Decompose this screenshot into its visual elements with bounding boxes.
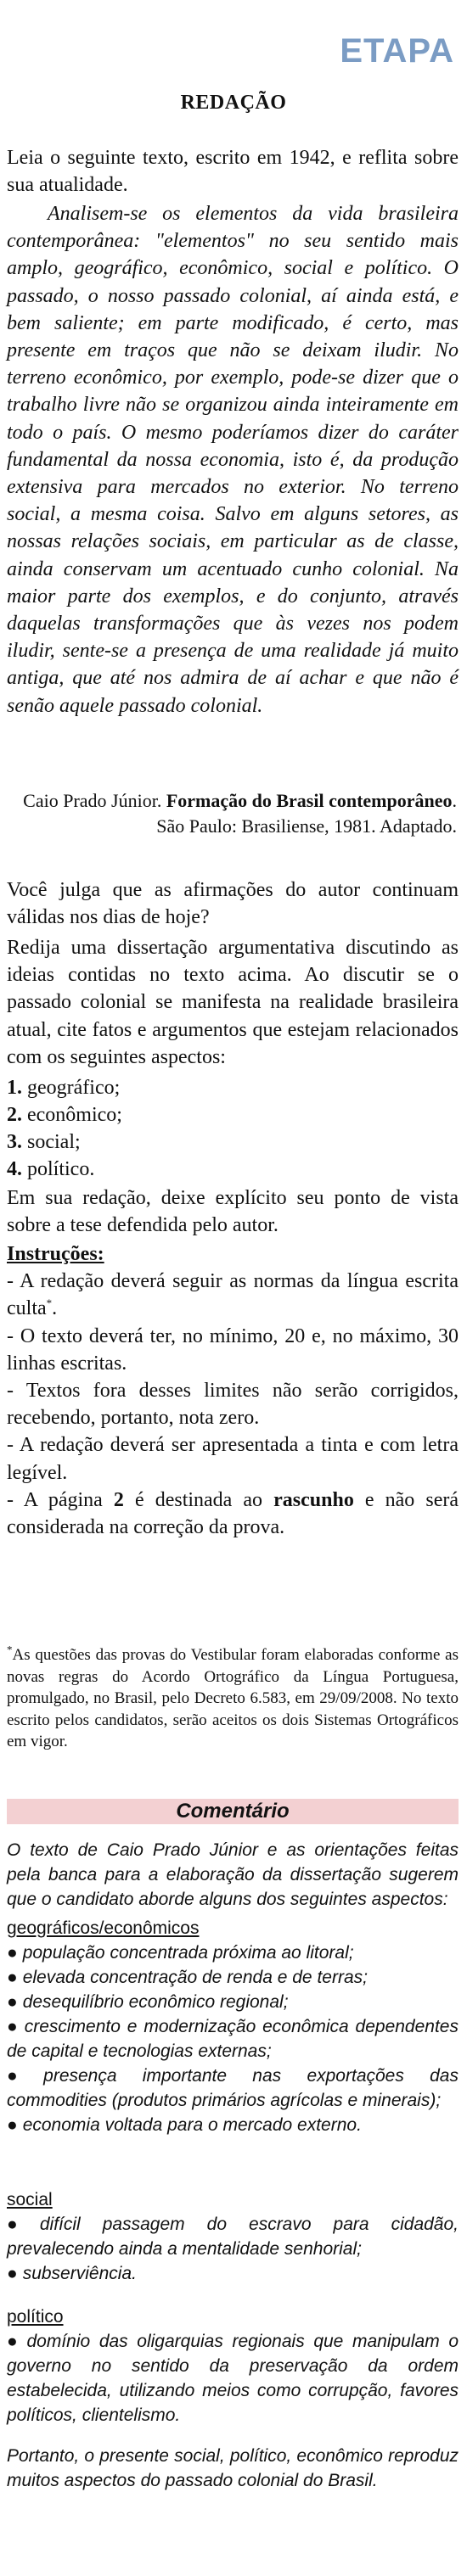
citation [7,788,457,839]
citation-rest: . São Paulo: Brasiliense, 1981. Adaptado. [156,790,457,837]
task-paragraph: Redija uma dissertação argumentativa discutindo as ideias contidas no texto acima. Ao discutir se o passado colonial se manifesta na realidade brasileira atual, cite fatos e argumentos que estejam relacionados com os seguintes aspectos: [7,937,459,1068]
instruction-item: - A redação deverá seguir as normas da língua escrita culta*. [7,1270,459,1320]
quote-text: Analisem-se os elementos da vida brasileira contemporânea: "elementos" no seu sentido mais amplo, geográfico, econômico, social e político. O passado, o nosso passado colonial, aí ainda está, e bem saliente; em parte modificado, é certo, mas presente em traços que não se deixam iludir. No terreno econômico, por exemplo, pode-se dizer que o trabalho livre não se organizou ainda inteiramente em todo o país. O mesmo poderíamos dizer do caráter fundamental da nossa economia, isto é, da produção extensiva para mercados no exterior. No terreno social, a mesma coisa. Salvo em alguns setores, as nossas relações sociais, em particular as de classe, ainda conservam um acentuado cunho colonial. Na maior parte dos exemplos, e do conjunto, através daquelas transformações que às vezes nos podem iludir, sente-se a presença de uma realidade já muito antiga, que até nos admira de aí achar e que não é senão aquele passado colonial. [7,203,459,717]
aspect-item: 1. geográfico; [7,1077,121,1099]
aspect-item: 3. social; [7,1131,81,1153]
instructions-title: Instruções: [7,1243,104,1265]
list-item: ● difícil passagem do escravo para cidadão, prevalecendo ainda a mentalidade senhorial; [7,2215,459,2259]
comentario-conclusion: Portanto, o presente social, político, econômico reproduz muitos aspectos do passado colonial do Brasil. [7,2446,459,2490]
bullet-icon: ● [7,2017,20,2036]
bullet-icon: ● [7,2215,35,2234]
section-heading: geográficos/econômicos [7,1918,200,1938]
instruction-item: - O texto deverá ter, no mínimo, 20 e, no máximo, 30 linhas escritas. [7,1324,459,1375]
instruction-item: - Textos fora desses limites não serão corrigidos, recebendo, portanto, nota zero. [7,1380,459,1430]
instructions [7,1240,459,1541]
footnote: *As questões das provas do Vestibular foram elaboradas conforme as novas regras do Acordo Ortográfico da Língua Portuguesa, promulgado, no Brasil, pelo Decreto 6.583, em 29/09/2008. No texto escrito pelos candidatos, serão aceitos os dois Sistemas Ortográficos em vigor. [7,1643,459,1750]
aspect-item: 2. econômico; [7,1104,122,1126]
intro-paragraph: Leia o seguinte texto, escrito em 1942, e reflita sobre sua atualidade. [7,147,459,197]
bullet-icon: ● [7,2332,22,2351]
brand-logo: ETAPA [340,32,454,70]
question-paragraph: Você julga que as afirmações do autor continuam válidas nos dias de hoje? [7,879,459,929]
list-item: ● economia voltada para o mercado externo. [7,2115,362,2135]
citation-author: Caio Prado Júnior. [23,790,162,811]
bullet-icon: ● [7,1992,18,2012]
comentario-banner [7,1799,459,1824]
instruction-item: - A página 2 é destinada ao rascunho e não será considerada na correção da prova. [7,1488,459,1539]
bullet-icon: ● [7,2264,18,2283]
comentario-title: Comentário [176,1800,290,1823]
comentario-intro: O texto de Caio Prado Júnior e as orientações feitas pela banca para a elaboração da dissertação sugerem que o candidato aborde alguns dos seguintes aspectos: [7,1840,459,1909]
list-item: ● crescimento e modernização econômica dependentes de capital e tecnologias externas; [7,2017,459,2061]
bullet-list [7,2212,459,2286]
bullet-list [7,1940,459,2137]
list-item: ● elevada concentração de renda e de terras; [7,1968,368,1987]
instruction-item: - A redação deverá ser apresentada a tinta e com letra legível. [7,1434,459,1484]
bullet-icon: ● [7,2115,18,2135]
aspect-item: 4. político. [7,1158,95,1180]
list-item: ● presença importante nas exportações das commodities (produtos primários agrícolas e minerais); [7,2066,459,2110]
aspects-list [7,1074,122,1183]
bullet-icon: ● [7,1943,18,1963]
section-heading: social [7,2190,53,2209]
list-item: ● domínio das oligarquias regionais que manipulam o governo no sentido da preservação da ordem estabelecida, utilizando meios como corrupção, favores políticos, clientelismo. [7,2332,459,2425]
bullet-list [7,2329,459,2428]
page-title: REDAÇÃO [180,92,287,114]
bullet-icon: ● [7,1968,18,1987]
citation-work: Formação do Brasil contemporâneo [166,790,453,811]
list-item: ● população concentrada próxima ao litoral; [7,1943,354,1963]
section-heading: político [7,2307,64,2327]
list-item: ● desequilíbrio econômico regional; [7,1992,289,2012]
explicit-paragraph: Em sua redação, deixe explícito seu ponto de vista sobre a tese defendida pelo autor. [7,1187,459,1237]
list-item: ● subserviência. [7,2264,137,2283]
bullet-icon: ● [7,2066,39,2086]
